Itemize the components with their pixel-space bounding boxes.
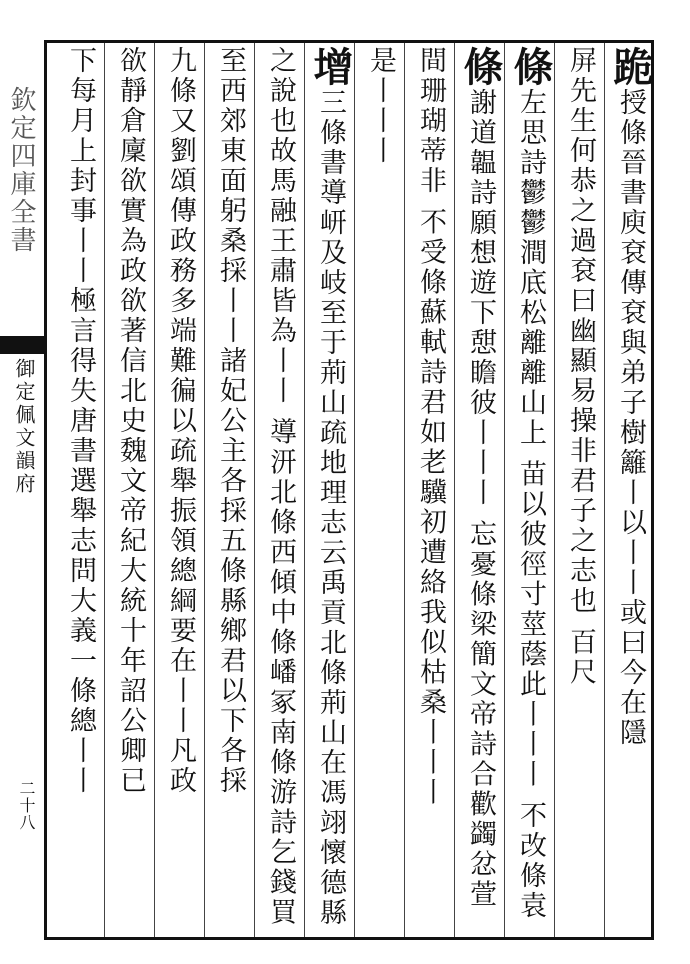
column-text: 左思詩鬱鬱澗底松離離山上 苗以彼徑寸莖蔭此丨丨丨 不改條袁 bbox=[515, 88, 546, 922]
column-head: 條 bbox=[507, 46, 554, 88]
column-text: 間珊瑚蒂非 不受條蘇軾詩君如老驥初遭絡我似枯桑丨丨丨 bbox=[415, 46, 446, 808]
text-column bbox=[56, 46, 104, 934]
text-column bbox=[306, 46, 354, 934]
column-head: 增 bbox=[307, 46, 354, 88]
column-text: 之說也故馬融王肅皆為丨丨 導汧北條西傾中條嶓冢南條游詩乞錢買 bbox=[265, 46, 296, 928]
text-column bbox=[406, 46, 454, 934]
margin-book-title: 御定佩文韻府 bbox=[12, 358, 36, 496]
column-rule bbox=[354, 43, 355, 937]
column-text: 屏先生何恭之過袞曰幽顯易操非君子之志也 百尺 bbox=[565, 46, 596, 688]
column-rule bbox=[454, 43, 455, 937]
column-rule bbox=[504, 43, 505, 937]
column-rule bbox=[254, 43, 255, 937]
text-column bbox=[556, 46, 604, 934]
column-text: 九條又劉頌傳政務多端難徧以疏舉振領總綱要在丨丨凡政 bbox=[165, 46, 196, 796]
column-text: 授條晉書庾袞傳袞與弟子樹籬丨以丨丨或曰今在隱 bbox=[615, 88, 646, 748]
column-rule bbox=[204, 43, 205, 937]
column-rule bbox=[304, 43, 305, 937]
column-rule bbox=[404, 43, 405, 937]
column-rule bbox=[154, 43, 155, 937]
text-column bbox=[506, 46, 554, 934]
fish-tail-mark bbox=[0, 336, 44, 354]
text-column bbox=[606, 46, 654, 934]
column-text: 謝道韞詩願想遊下憇瞻彼丨丨丨 忘憂條梁簡文帝詩合歡蠲忿萱 bbox=[465, 88, 496, 910]
column-text: 下每月上封事丨丨極言得失唐書選舉志問大義一條總丨丨 bbox=[65, 46, 96, 796]
column-rule bbox=[604, 43, 605, 937]
text-column bbox=[206, 46, 254, 934]
text-column bbox=[156, 46, 204, 934]
margin-top-text: 欽定四庫全書 bbox=[6, 86, 36, 254]
column-text: 是丨丨丨 bbox=[365, 46, 396, 166]
column-text: 三條書導岍及岐至于荊山疏地理志云禹貢北條荊山在馮翊懷德縣 bbox=[315, 88, 346, 928]
column-rule bbox=[104, 43, 105, 937]
column-rule bbox=[554, 43, 555, 937]
column-text: 至西郊東面躬桑採丨丨諸妃公主各採五條縣鄉君以下各採 bbox=[215, 46, 246, 796]
column-head: 條 bbox=[457, 46, 504, 88]
text-column bbox=[456, 46, 504, 934]
margin-page-number: 二十八 bbox=[17, 780, 36, 831]
text-column bbox=[256, 46, 304, 934]
column-head: 跪 bbox=[607, 46, 654, 88]
text-column bbox=[356, 46, 404, 934]
page-margin bbox=[0, 40, 44, 940]
text-column bbox=[106, 46, 154, 934]
column-text: 欲靜倉廩欲實為政欲著信北史魏文帝紀大統十年詔公卿已 bbox=[115, 46, 146, 796]
